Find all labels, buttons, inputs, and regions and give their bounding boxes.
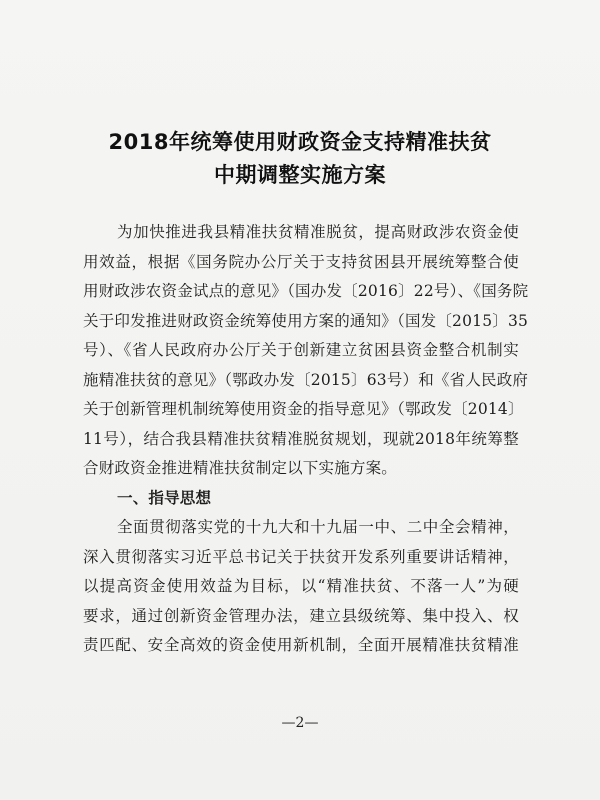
body-line: 责匹配、安全高效的资金使用新机制，全面开展精准扶贫精准 [83, 636, 519, 654]
paragraph-2 [83, 513, 519, 661]
document-title [0, 126, 600, 192]
title-line-2: 中期调整实施方案 [214, 163, 386, 187]
body-line: 用财政涉农资金试点的意见》（国办发〔2016〕22号）、《国务院 [83, 282, 529, 300]
body-line: 关于印发推进财政资金统筹使用方案的通知》（国发〔2015〕35 [83, 311, 529, 330]
body-line: 深入贯彻落实习近平总书记关于扶贫开发系列重要讲话精神， [83, 547, 519, 566]
body-line: 合财政资金推进精准扶贫制定以下实施方案。 [83, 459, 398, 477]
section-heading: 一、指导思想 [117, 488, 212, 507]
body-line: 11号），结合我县精准扶贫精准脱贫规划，现就2018年统筹整 [83, 429, 519, 448]
body-line: 关于创新管理机制统筹使用资金的指导意见》（鄂政发〔2014〕 [83, 400, 524, 418]
body-line: 为加快推进我县精准扶贫精准脱贫，提高财政涉农资金使 [117, 223, 519, 241]
paragraph-1 [83, 218, 529, 484]
body-line: 用效益，根据《国务院办公厅关于支持贫困县开展统筹整合使 [83, 252, 519, 271]
page-number: —2— [281, 715, 319, 731]
document-body [83, 218, 529, 661]
body-line: 以提高资金使用效益为目标，以“精准扶贫、不落一人”为硬 [83, 577, 519, 595]
title-line-1: 2018年统筹使用财政资金支持精准扶贫 [108, 130, 492, 154]
body-line: 全面贯彻落实党的十九大和十九届一中、二中全会精神， [117, 518, 519, 536]
body-line: 施精准扶贫的意见》（鄂政办发〔2015〕63号）和《省人民政府 [83, 370, 529, 389]
body-line: 号）、《省人民政府办公厅关于创新建立贫困县资金整合机制实 [83, 341, 519, 359]
body-line: 要求，通过创新资金管理办法，建立县级统筹、集中投入、权 [83, 606, 519, 625]
